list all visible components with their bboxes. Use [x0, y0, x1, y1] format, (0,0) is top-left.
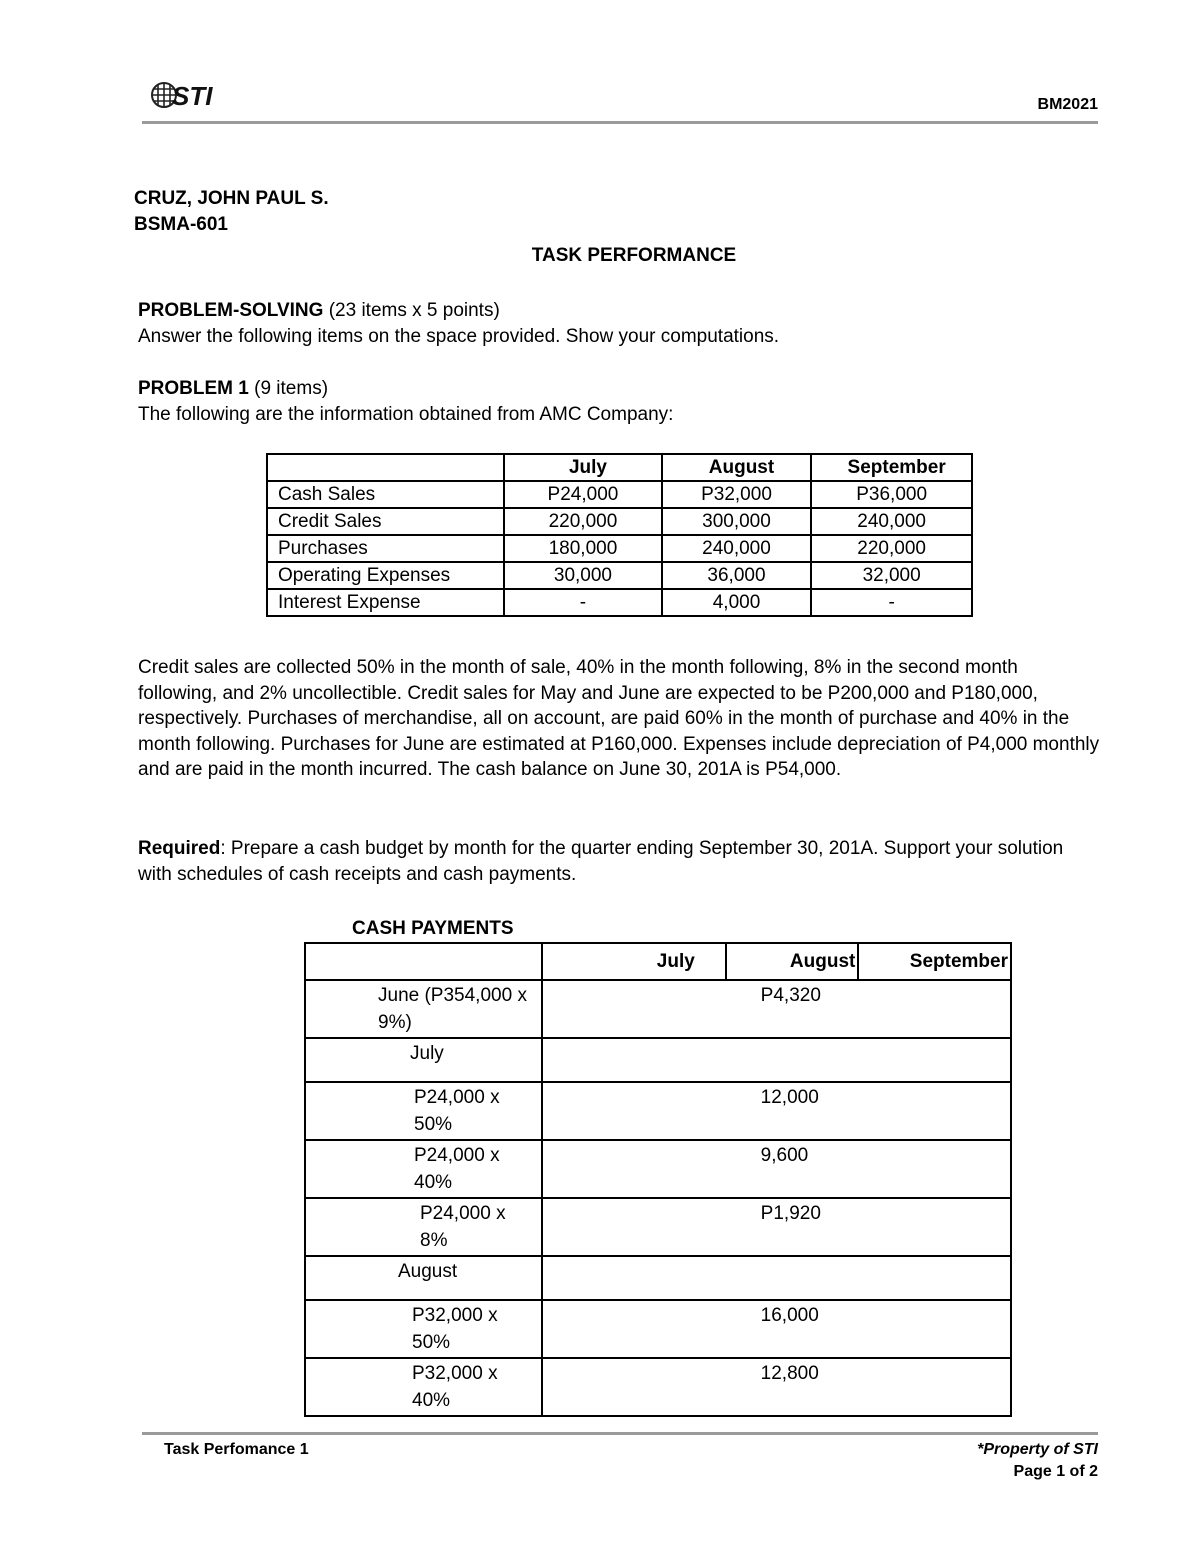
cash-payments-table	[304, 942, 1012, 1417]
table-row	[305, 1082, 1011, 1140]
row-label: June (P354,000 x 9%)	[305, 980, 542, 1038]
intro-section	[138, 298, 1100, 349]
problem1-label: PROBLEM 1	[138, 378, 249, 399]
table-cell: 36,000	[662, 562, 812, 589]
table-row	[305, 980, 1011, 1038]
table-row	[305, 1198, 1011, 1256]
table-cell: 180,000	[504, 535, 662, 562]
problem1-description: Credit sales are collected 50% in the month of sale, 40% in the month following, 8% in the second month following, and 2% uncollectible. Credit sales for May and June are expected to be P200,000 and P180,000, respectively. Purchases of merchandise, all on account, are paid 60% in the month of purchase and 40% in the month following. Purchases for June are estimated at P160,000. Expenses include depreciation of P4,000 monthly and are paid in the month incurred. The cash balance on June 30, 201A is P54,000.	[138, 657, 1100, 780]
table-cell: 240,000	[662, 535, 812, 562]
table-cell: -	[504, 589, 662, 616]
table-cell	[542, 1256, 1011, 1300]
table-cell: 30,000	[504, 562, 662, 589]
footer-task-label: Task Perfomance 1	[164, 1441, 309, 1458]
table-cell: 300,000	[662, 508, 812, 535]
page-number: Page 1 of 2	[1013, 1463, 1098, 1480]
header-cell: September	[858, 943, 1011, 980]
table-header-row	[267, 454, 972, 481]
table-cell: 12,000	[542, 1082, 1011, 1140]
header-cell: July	[542, 943, 726, 980]
student-block	[134, 186, 329, 238]
table-cell: 16,000	[542, 1300, 1011, 1358]
table-cell: 4,000	[662, 589, 812, 616]
intro-instruction: Answer the following items on the space provided. Show your computations.	[138, 325, 780, 347]
document-title: TASK PERFORMANCE	[531, 245, 737, 266]
table-row	[305, 1256, 1011, 1300]
table-row	[267, 508, 972, 535]
table-row	[305, 1140, 1011, 1198]
header-cell	[267, 454, 504, 481]
header-cell: July	[504, 454, 662, 481]
row-label: P24,000 x 40%	[305, 1140, 542, 1198]
table-row	[267, 589, 972, 616]
intro-label: PROBLEM-SOLVING	[138, 300, 324, 321]
table-cell: 32,000	[811, 562, 972, 589]
header-cell: September	[811, 454, 972, 481]
required-label: Required	[138, 838, 221, 859]
table-cell: P4,320	[542, 980, 1011, 1038]
required-section	[138, 836, 1100, 887]
row-label: Credit Sales	[267, 508, 504, 535]
table-cell: 240,000	[811, 508, 972, 535]
table-cell: -	[811, 589, 972, 616]
row-label: July	[305, 1038, 542, 1082]
table-row	[267, 481, 972, 508]
row-label: Operating Expenses	[267, 562, 504, 589]
company-info-table	[266, 453, 973, 617]
table-cell: P1,920	[542, 1198, 1011, 1256]
problem1-detail: (9 items)	[248, 378, 329, 399]
student-name: CRUZ, JOHN PAUL S.	[134, 188, 329, 209]
footer-property: *Property of STI	[977, 1441, 1098, 1458]
table-row	[305, 1300, 1011, 1358]
svg-text:STI: STI	[172, 81, 213, 111]
table-cell: 220,000	[504, 508, 662, 535]
row-label: P32,000 x 50%	[305, 1300, 542, 1358]
table-cell: P24,000	[504, 481, 662, 508]
row-label: P32,000 x 40%	[305, 1358, 542, 1416]
table-cell: P36,000	[811, 481, 972, 508]
required-text: : Prepare a cash budget by month for the quarter ending September 30, 201A. Support your solution with schedules of cash receipts and cash payments.	[138, 838, 1064, 885]
table-row	[267, 562, 972, 589]
row-label: P24,000 x 50%	[305, 1082, 542, 1140]
cash-payments-title: CASH PAYMENTS	[352, 918, 514, 939]
problem1-heading	[138, 376, 1100, 427]
table-cell: 9,600	[542, 1140, 1011, 1198]
header-cell	[305, 943, 542, 980]
header-cell: August	[726, 943, 859, 980]
student-section: BSMA-601	[134, 214, 228, 235]
row-label: Cash Sales	[267, 481, 504, 508]
header-divider	[142, 121, 1098, 124]
table-cell	[542, 1038, 1011, 1082]
row-label: P24,000 x 8%	[305, 1198, 542, 1256]
problem1-lead: The following are the information obtained from AMC Company:	[138, 403, 674, 425]
row-label: Interest Expense	[267, 589, 504, 616]
header-cell: August	[662, 454, 812, 481]
table-row	[267, 535, 972, 562]
footer-divider	[142, 1432, 1098, 1435]
row-label: August	[305, 1256, 542, 1300]
course-code: BM2021	[1037, 96, 1098, 113]
intro-detail: (23 items x 5 points)	[323, 300, 500, 321]
table-row	[305, 1038, 1011, 1082]
row-label: Purchases	[267, 535, 504, 562]
table-header-row	[305, 943, 1011, 980]
table-cell: 12,800	[542, 1358, 1011, 1416]
table-row	[305, 1358, 1011, 1416]
sti-logo	[150, 78, 230, 112]
table-cell: P32,000	[662, 481, 812, 508]
table-cell: 220,000	[811, 535, 972, 562]
